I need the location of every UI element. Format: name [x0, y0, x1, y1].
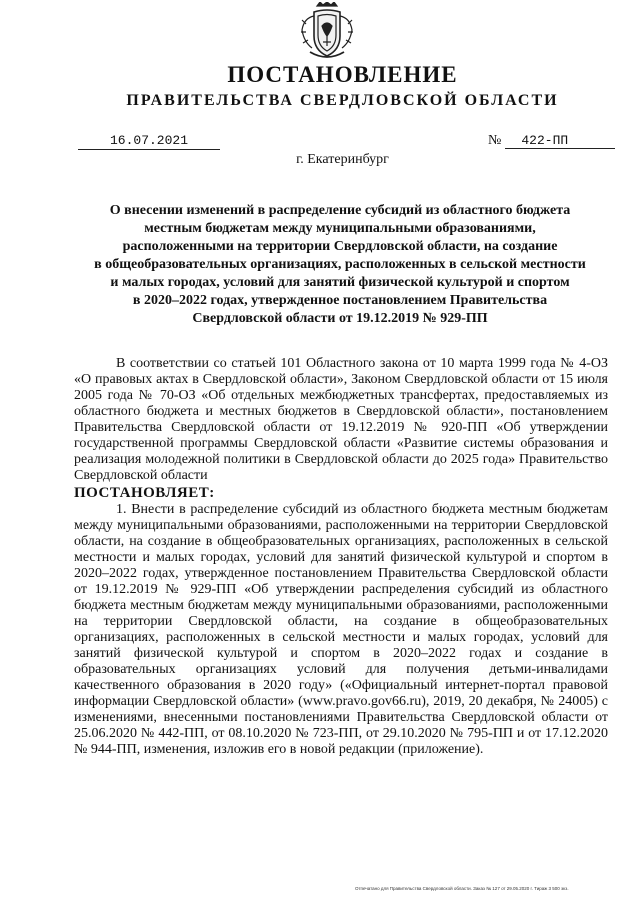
subject-line: Свердловской области от 19.12.2019 № 929-ПП — [192, 311, 488, 326]
document-number-block — [488, 133, 615, 149]
number-sign: № — [488, 133, 502, 148]
preamble-paragraph: В соответствии со статьей 101 Областного закона от 10 марта 1999 года № 4-ОЗ «О правовых актах в Свердловской области», Законом Свердловской области от 15 июля 2005 года № 70-ОЗ «Об отдельных межбюджетных трансфертах, предоставляемых из областного бюджета и местных бюджетов в Свердловской области», постановлением Правительства Свердловской области от 19.12.2019 № 920-ПП «Об утверждении государственной программы Свердловской области «Развитие системы образования и реализация молодежной политики в Свердловской области до 2025 года» Правительство Свердловской области — [74, 356, 608, 483]
subject-line: расположенными на территории Свердловской области, на создание — [122, 239, 558, 254]
print-footer: Отпечатано для Правительства Свердловской области. Заказ № 127 от 29.05.2020 г. Тираж 3 500 экз. — [355, 886, 569, 891]
coat-of-arms-emblem — [300, 2, 354, 62]
decree-heading: ПОСТАНОВЛЯЕТ: — [74, 485, 215, 501]
document-city: г. Екатеринбург — [296, 152, 389, 167]
document-body — [74, 356, 608, 758]
document-subject — [60, 202, 620, 328]
issuing-authority: ПРАВИТЕЛЬСТВА СВЕРДЛОВСКОЙ ОБЛАСТИ — [126, 92, 559, 109]
document-title: ПОСТАНОВЛЕНИЕ — [227, 62, 458, 87]
subject-line: и малых городах, условий для занятий физической культурой и спортом — [110, 275, 570, 290]
subject-line: О внесении изменений в распределение субсидий из областного бюджета — [109, 203, 571, 218]
document-date: 16.07.2021 — [78, 133, 220, 150]
subject-line: в общеобразовательных организациях, расположенных в сельской местности — [94, 257, 586, 272]
subject-line: в 2020–2022 годах, утвержденное постановлением Правительства — [132, 293, 548, 308]
document-number: 422-ПП — [505, 133, 615, 149]
subject-line: местным бюджетам между муниципальными образованиями, — [144, 221, 536, 236]
item-1-paragraph: 1. Внести в распределение субсидий из областного бюджета местным бюджетам между муниципальными образованиями, расположенными на территории Свердловской области, на создание в общеобразовательных организациях, расположенных в сельской местности и малых городах, условий для занятий физической культурой и спортом в 2020–2022 годах, утвержденное постановлением Правительства Свердловской области от 19.12.2019 № 929-ПП «Об утверждении распределения субсидий из областного бюджета местным бюджетам между муниципальными образованиями, расположенными на территории Свердловской области, на создание в общеобразовательных организациях, расположенных в сельской местности и малых городах, условий для занятий физической культурой и спортом в 2020–2022 годах и создание в образовательных организациях условий для получения детьми-инвалидами качественного образования в 2020 году» («Официальный интернет-портал правовой информации Свердловской области» (www.pravo.gov66.ru), 2019, 20 декабря, № 24005) с изменениями, внесенными постановлениями Правительства Свердловской области от 25.06.2020 № 442-ПП, от 08.10.2020 № 723-ПП, от 29.10.2020 № 795-ПП и от 17.12.2020 № 944-ПП, изменения, изложив его в новой редакции (приложение). — [74, 502, 608, 757]
